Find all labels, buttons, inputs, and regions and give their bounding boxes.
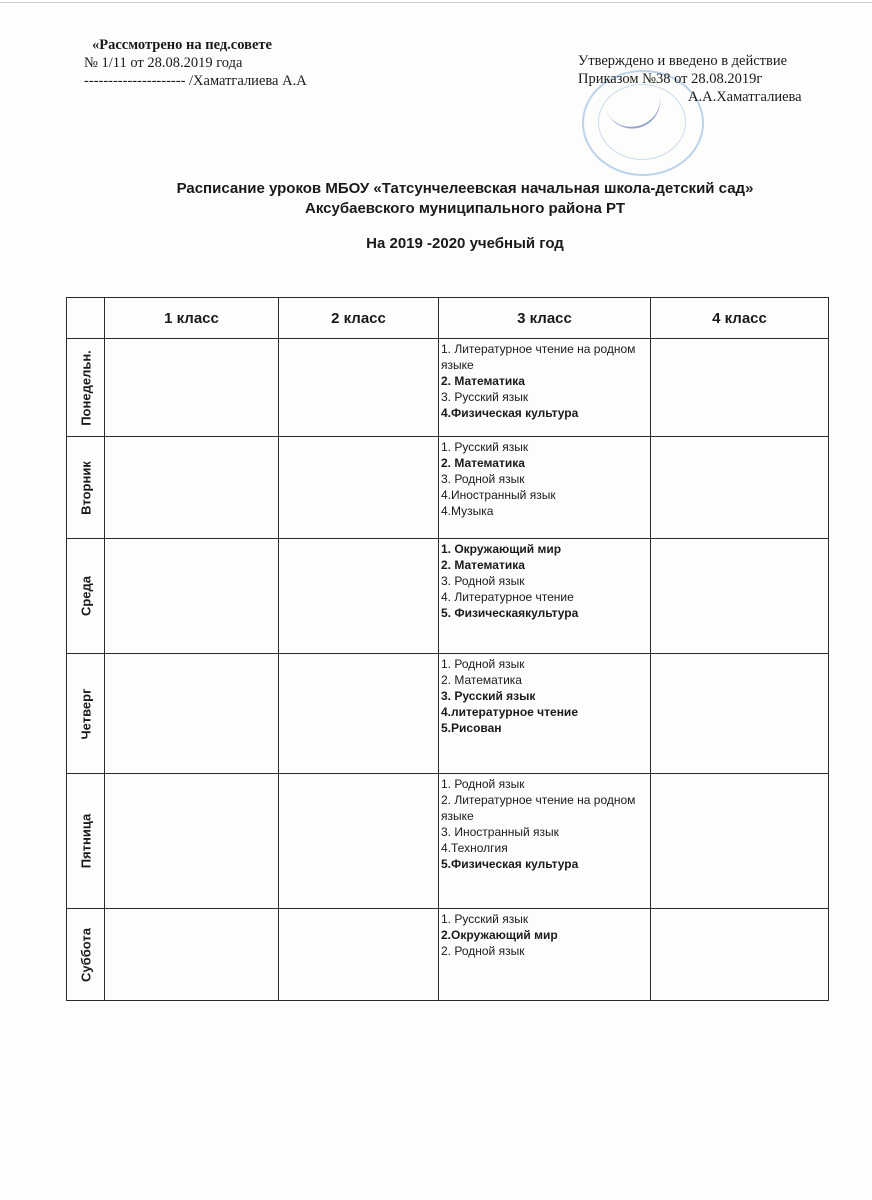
class-2-cell <box>279 437 439 539</box>
lesson-item: 2. Математика <box>441 456 525 470</box>
table-row <box>67 909 829 1001</box>
class-2-cell <box>279 539 439 654</box>
lesson-item: 1. Литературное чтение на родном языке <box>441 342 636 372</box>
class-3-cell <box>439 437 651 539</box>
lesson-item: 2.Окружающий мир <box>441 928 558 942</box>
lesson-item: 3. Иностранный язык <box>441 825 559 839</box>
lesson-item: 3. Русский язык <box>441 689 536 703</box>
schedule-table <box>66 297 829 1001</box>
approval-title: Утверждено и введено в действие <box>578 53 788 69</box>
lesson-item: 2. Литературное чтение на родном языке <box>441 793 636 823</box>
class-3-cell <box>439 539 651 654</box>
day-label: Понедельн. <box>78 349 93 426</box>
approval-order: Приказом №38 от 28.08.2019г <box>578 71 763 87</box>
class-1-cell <box>105 774 279 909</box>
day-label: Суббота <box>78 927 93 982</box>
review-protocol: № 1/11 от 28.08.2019 года <box>84 55 243 71</box>
lesson-item: 1. Русский язык <box>441 440 529 454</box>
day-cell <box>67 774 105 909</box>
table-row <box>67 654 829 774</box>
lesson-item: 5.Рисован <box>441 721 502 735</box>
class-4-cell <box>651 437 829 539</box>
document-title: Расписание уроков МБОУ «Татсунчелеевская начальная школа-детский сад» <box>176 180 754 197</box>
lesson-item: 1. Родной язык <box>441 777 525 791</box>
table-row <box>67 539 829 654</box>
day-label: Среда <box>78 575 93 617</box>
lesson-list <box>439 437 650 519</box>
lesson-item: 4.Физическая культура <box>441 406 579 420</box>
lesson-item: 4. Литературное чтение <box>441 590 574 604</box>
day-cell <box>67 539 105 654</box>
lesson-item: 4.Технолгия <box>441 841 508 855</box>
document-subtitle: Аксубаевского муниципального района РТ <box>305 200 625 217</box>
class-4-cell <box>651 774 829 909</box>
class-1-cell <box>105 437 279 539</box>
lesson-item: 2. Математика <box>441 673 522 687</box>
lesson-list <box>439 909 650 959</box>
column-header: 4 класс <box>651 298 829 339</box>
column-header: 1 класс <box>105 298 279 339</box>
lesson-item: 5. Физическаякультура <box>441 606 579 620</box>
review-title: «Рассмотрено на пед.совете <box>92 37 272 53</box>
day-label: Пятница <box>78 813 93 869</box>
lesson-item: 1. Родной язык <box>441 657 525 671</box>
class-1-cell <box>105 339 279 437</box>
table-row <box>67 774 829 909</box>
lesson-list <box>439 339 650 421</box>
table-row <box>67 437 829 539</box>
class-3-cell <box>439 339 651 437</box>
class-2-cell <box>279 774 439 909</box>
schedule-header-row <box>67 298 829 339</box>
class-4-cell <box>651 909 829 1001</box>
corner-cell <box>67 298 105 339</box>
class-1-cell <box>105 909 279 1001</box>
lesson-item: 5.Физическая культура <box>441 857 579 871</box>
class-2-cell <box>279 654 439 774</box>
scan-edge-line <box>0 2 872 3</box>
table-row <box>67 339 829 437</box>
lesson-item: 3. Родной язык <box>441 574 525 588</box>
lesson-item: 2. Родной язык <box>441 944 525 958</box>
class-4-cell <box>651 539 829 654</box>
review-block <box>84 36 307 90</box>
lesson-item: 2. Математика <box>441 558 525 572</box>
lesson-item: 4.Музыка <box>441 504 494 518</box>
class-4-cell <box>651 654 829 774</box>
lesson-item: 3. Русский язык <box>441 390 529 404</box>
lesson-item: 3. Родной язык <box>441 472 525 486</box>
column-header: 3 класс <box>439 298 651 339</box>
class-3-cell <box>439 909 651 1001</box>
class-2-cell <box>279 909 439 1001</box>
class-3-cell <box>439 654 651 774</box>
class-3-cell <box>439 774 651 909</box>
class-1-cell <box>105 539 279 654</box>
day-cell <box>67 437 105 539</box>
class-4-cell <box>651 339 829 437</box>
lesson-list <box>439 774 650 872</box>
day-cell <box>67 339 105 437</box>
lesson-list <box>439 539 650 621</box>
lesson-item: 4.литературное чтение <box>441 705 578 719</box>
class-1-cell <box>105 654 279 774</box>
review-signature-line: --------------------- /Хаматгалиева А.А <box>84 73 307 89</box>
approval-block <box>578 52 802 106</box>
lesson-item: 2. Математика <box>441 374 525 388</box>
day-cell <box>67 909 105 1001</box>
day-cell <box>67 654 105 774</box>
column-header: 2 класс <box>279 298 439 339</box>
academic-year: На 2019 -2020 учебный год <box>366 235 564 252</box>
lesson-item: 4.Иностранный язык <box>441 488 556 502</box>
lesson-list <box>439 654 650 736</box>
approval-signatory: А.А.Хаматгалиева <box>688 89 802 105</box>
lesson-item: 1. Русский язык <box>441 912 529 926</box>
day-label: Вторник <box>78 460 93 515</box>
lesson-item: 1. Окружающий мир <box>441 542 562 556</box>
class-2-cell <box>279 339 439 437</box>
day-label: Четверг <box>78 688 93 739</box>
